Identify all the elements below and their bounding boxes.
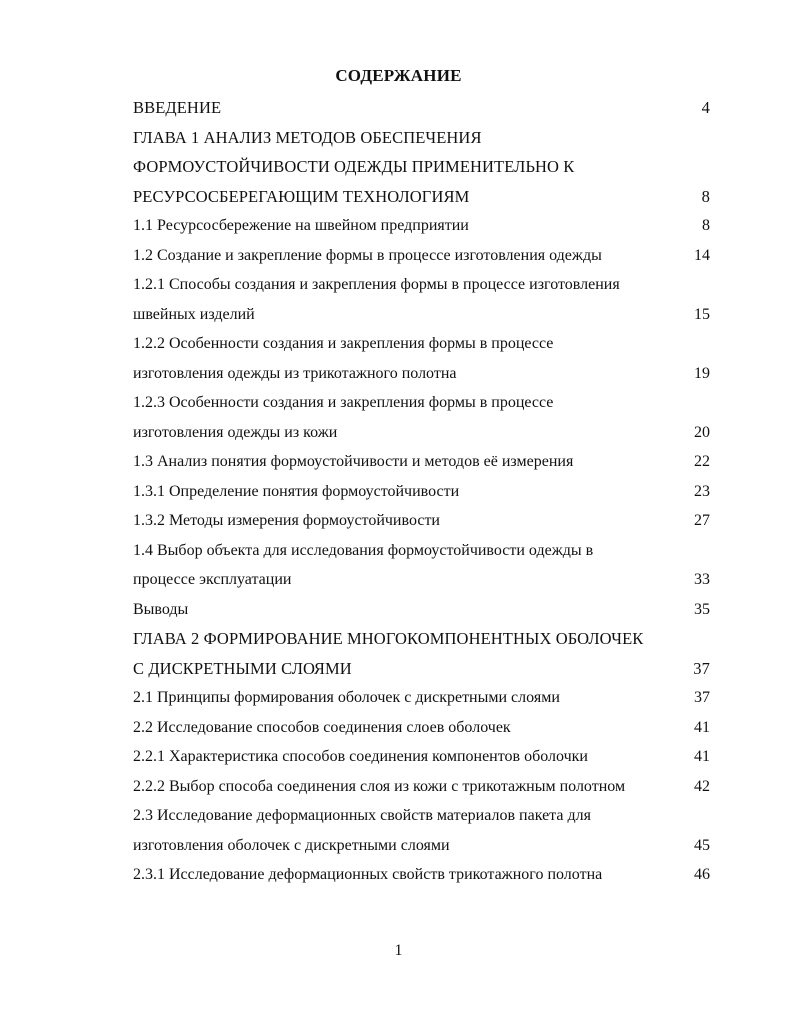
toc-entry [133, 713, 713, 743]
toc-entry-text: 1.2 Создание и закрепление формы в процессе изготовления одежды [133, 246, 602, 264]
toc-entry [133, 418, 713, 448]
toc-entry-page: 33 [694, 571, 710, 588]
toc-entry-text: ГЛАВА 1 АНАЛИЗ МЕТОДОВ ОБЕСПЕЧЕНИЯ [133, 127, 482, 147]
toc-entry [133, 683, 713, 713]
toc-entry-page: 19 [694, 364, 710, 382]
toc-entry [133, 447, 713, 477]
toc-entry-page: 23 [694, 482, 710, 500]
toc-entry-text: 2.3 Исследование деформационных свойств материалов пакета для [133, 807, 591, 824]
toc-entry [133, 152, 713, 182]
toc-entry-text: 2.2.1 Характеристика способов соединения компонентов оболочки [133, 748, 588, 765]
toc-entry-text: 1.2.1 Способы создания и закрепления формы в процессе изготовления [133, 276, 620, 293]
toc-entry-text: ГЛАВА 2 ФОРМИРОВАНИЕ МНОГОКОМПОНЕНТНЫХ ОБОЛОЧЕК [133, 629, 644, 648]
toc-entry-page: 37 [693, 658, 710, 678]
toc-entry [133, 565, 713, 595]
toc-entry-text: 1.3 Анализ понятия формоустойчивости и методов её измерения [133, 453, 574, 470]
toc-entry [133, 654, 713, 684]
toc-entry-page: 35 [694, 600, 710, 618]
toc-entry [133, 123, 713, 153]
toc-entry-text: 2.1 Принципы формирования оболочек с дискретными слоями [133, 689, 560, 706]
toc-entry-text: 1.3.2 Методы измерения формоустойчивости [133, 512, 440, 529]
toc-entry-page: 27 [694, 512, 710, 529]
toc-entry [133, 93, 713, 123]
toc-entry [133, 359, 713, 389]
toc-entry-text: РЕСУРСОСБЕРЕГАЮЩИМ ТЕХНОЛОГИЯМ [133, 186, 470, 206]
toc-entry [133, 860, 713, 890]
toc-entry [133, 506, 713, 536]
toc-entry-page: 8 [701, 186, 710, 206]
toc-entry [133, 536, 713, 566]
toc-entry-page: 45 [694, 836, 710, 854]
toc-entry-text: изготовления оболочек с дискретными слоями [133, 836, 450, 854]
toc-entry-page: 46 [694, 866, 710, 883]
toc-entry [133, 624, 713, 654]
toc-entry [133, 300, 713, 330]
toc-entry-page: 20 [694, 423, 710, 441]
toc-entry [133, 801, 713, 831]
toc-entry-text: 1.2.3 Особенности создания и закрепления формы в процессе [133, 394, 554, 411]
toc-entry-text: 1.2.2 Особенности создания и закрепления формы в процессе [133, 335, 554, 352]
toc-entry [133, 182, 713, 212]
toc-entry-text: ФОРМОУСТОЙЧИВОСТИ ОДЕЖДЫ ПРИМЕНИТЕЛЬНО К [133, 157, 575, 176]
toc-entry-text: 1.1 Ресурсосбережение на швейном предприятии [133, 217, 469, 234]
toc-entry-page: 41 [694, 718, 710, 736]
toc-entry [133, 831, 713, 861]
page-title: СОДЕРЖАНИЕ [335, 66, 462, 85]
toc-entry [133, 329, 713, 359]
toc-entry-text: ВВЕДЕНИЕ [133, 98, 222, 117]
toc-entry-text: 2.2 Исследование способов соединения слоев оболочек [133, 718, 511, 736]
toc-entry [133, 388, 713, 418]
toc-entry-text: 2.3.1 Исследование деформационных свойств трикотажного полотна [133, 866, 603, 883]
toc-entry [133, 270, 713, 300]
table-of-contents [133, 93, 713, 890]
toc-entry-text: изготовления одежды из кожи [133, 423, 338, 441]
toc-entry-text: изготовления одежды из трикотажного полотна [133, 364, 457, 382]
toc-entry [133, 772, 713, 802]
toc-entry-page: 22 [694, 453, 710, 470]
toc-entry-page: 15 [694, 305, 710, 323]
toc-entry-page: 4 [701, 98, 710, 117]
toc-entry-text: процессе эксплуатации [133, 571, 292, 588]
toc-entry-text: швейных изделий [133, 305, 255, 323]
toc-entry [133, 241, 713, 271]
toc-entry-page: 41 [694, 748, 710, 765]
toc-entry [133, 742, 713, 772]
page-number: 1 [394, 942, 403, 959]
toc-entry-page: 14 [694, 246, 710, 264]
toc-entry-text: 1.4 Выбор объекта для исследования формоустойчивости одежды в [133, 541, 594, 559]
toc-entry-page: 42 [694, 777, 710, 795]
toc-entry-text: Выводы [133, 600, 189, 618]
toc-entry-text: 2.2.2 Выбор способа соединения слоя из кожи с трикотажным полотном [133, 777, 626, 795]
toc-entry [133, 477, 713, 507]
toc-entry-page: 37 [694, 689, 710, 706]
toc-entry-text: С ДИСКРЕТНЫМИ СЛОЯМИ [133, 658, 352, 678]
toc-entry-page: 8 [702, 217, 710, 234]
toc-entry [133, 595, 713, 625]
toc-entry [133, 211, 713, 241]
toc-entry-text: 1.3.1 Определение понятия формоустойчивости [133, 482, 460, 500]
